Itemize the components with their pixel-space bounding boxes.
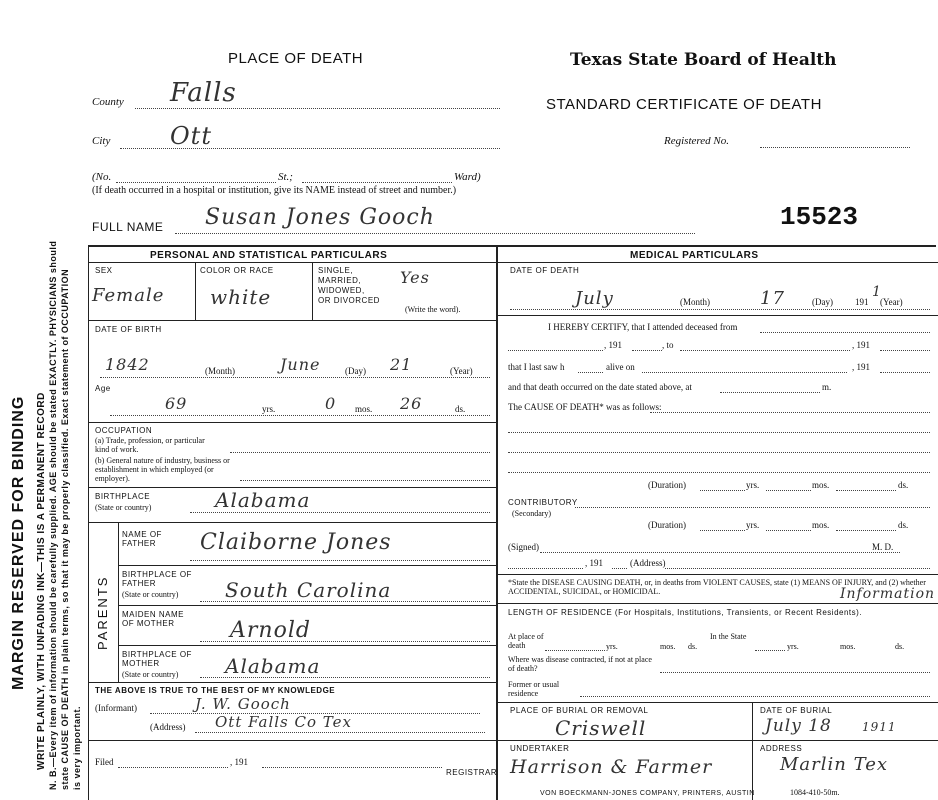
m-label: m. [822, 382, 832, 392]
death-occurred-text: and that death occurred on the date stated above, at [508, 382, 692, 392]
city-label: City [92, 135, 111, 147]
death-year: 1 [872, 284, 882, 300]
undertaker-value: Harrison & Farmer [510, 756, 713, 778]
undertaker-label: UNDERTAKER [510, 744, 570, 753]
marital-label-1: SINGLE, [318, 266, 354, 275]
duration-mos-1: mos. [812, 480, 830, 490]
residence-yrs-1: yrs. [606, 642, 618, 651]
residence-yrs-2: yrs. [787, 642, 799, 651]
attended-from-year: , 191 [604, 340, 622, 350]
burial-date-label: DATE OF BURIAL [760, 706, 833, 715]
full-name-value: Susan Jones Gooch [205, 205, 435, 230]
death-year-label: (Year) [880, 297, 903, 307]
board-name: Texas State Board of Health [570, 50, 837, 70]
alive-on-text: alive on [606, 362, 635, 372]
age-months: 0 [325, 394, 337, 413]
ward-label: Ward) [454, 171, 481, 183]
dob-day: 21 [390, 355, 413, 374]
attended-to-year: , 191 [852, 340, 870, 350]
death-day-label: (Day) [812, 297, 833, 307]
margin-nb-line2: state CAUSE OF DEATH in plain terms, so that it may be properly classified. Exact statement of OCCUPATION [60, 268, 70, 790]
registered-no-label: Registered No. [664, 135, 729, 147]
county-label: County [92, 96, 124, 108]
occupation-b: (b) General nature of industry, business or establishment in which employed (or employer). [95, 456, 230, 483]
age-days-label: ds. [455, 404, 466, 414]
age-days: 26 [400, 394, 423, 413]
printer-credit: VON BOECKMANN-JONES COMPANY, PRINTERS, AUSTIN [540, 790, 755, 797]
age-months-label: mos. [355, 404, 373, 414]
sex-label: SEX [95, 266, 113, 275]
undertaker-address-label: ADDRESS [760, 744, 803, 753]
age-years: 69 [165, 394, 188, 413]
certify-text: I HEREBY CERTIFY, that I attended deceased from [548, 322, 738, 332]
signed-label: (Signed) [508, 542, 539, 552]
cause-footnote: *State the DISEASE CAUSING DEATH, or, in deaths from VIOLENT CAUSES, state (1) MEANS OF INJURY, and (2) whether ACCIDENTAL, SUICIDAL, or HOMICIDAL. [508, 578, 926, 596]
father-birth-label: BIRTHPLACE OF FATHER [122, 570, 192, 588]
md-label: M. D. [872, 542, 894, 552]
color-label: COLOR OR RACE [200, 266, 274, 275]
residence-ds-2: ds. [895, 642, 905, 651]
filed-year: , 191 [230, 757, 248, 767]
burial-year-value: 1911 [862, 720, 897, 734]
to-label: , to [662, 340, 674, 350]
marital-label-4: OR DIVORCED [318, 296, 380, 305]
mother-name-value: Arnold [230, 618, 311, 643]
physician-address-label: (Address) [630, 558, 666, 568]
informant-label: (Informant) [95, 703, 137, 713]
birthplace-sub: (State or country) [95, 503, 152, 512]
at-place-label: At place of death [508, 632, 544, 650]
margin-nb-line3: is very important. [72, 705, 82, 790]
undertaker-address-value: Marlin Tex [780, 754, 889, 775]
residence-mos-2: mos. [840, 642, 856, 651]
margin-nb-line1: N. B.—Every item of information should be carefully supplied. AGE should be stated EXACTLY. PHYSICIANS should [48, 240, 58, 790]
mother-birth-sub: (State or country) [122, 670, 179, 679]
death-month-label: (Month) [680, 297, 710, 307]
age-label: Age [95, 384, 111, 393]
burial-date-value: July 18 [765, 716, 832, 736]
death-day: 17 [760, 288, 785, 309]
in-state-label: In the State [710, 632, 747, 641]
full-name-label: FULL NAME [92, 220, 164, 234]
county-value: Falls [170, 78, 237, 108]
mother-birth-label: BIRTHPLACE OF MOTHER [122, 650, 192, 668]
personal-heading: PERSONAL AND STATISTICAL PARTICULARS [150, 250, 388, 261]
father-name-value: Claiborne Jones [200, 530, 392, 555]
place-of-death-title: PLACE OF DEATH [228, 50, 364, 67]
date-of-death-label: DATE OF DEATH [510, 266, 580, 275]
where-contracted-label: Where was disease contracted, if not at place of death? [508, 655, 652, 673]
filed-label: Filed [95, 757, 114, 767]
father-birth-value: South Carolina [225, 578, 392, 602]
alive-year: , 191 [852, 362, 870, 372]
duration-yrs-1: yrs. [746, 480, 760, 490]
color-value: white [210, 285, 272, 309]
contributory-label: CONTRIBUTORY [508, 498, 578, 507]
informant-value: J. W. Gooch [195, 695, 291, 713]
hospital-note: (If death occurred in a hospital or institution, give its NAME instead of street and number.) [92, 185, 457, 196]
occupation-a: (a) Trade, profession, or particular kind of work. [95, 436, 205, 454]
death-year-prefix: 191 [855, 297, 869, 307]
mother-birth-value: Alabama [225, 654, 321, 678]
true-statement: THE ABOVE IS TRUE TO THE BEST OF MY KNOWLEDGE [95, 686, 336, 695]
sex-value: Female [92, 285, 165, 306]
duration-ds-2: ds. [898, 520, 909, 530]
duration-yrs-2: yrs. [746, 520, 760, 530]
marital-label-3: WIDOWED, [318, 286, 365, 295]
residence-mos-1: mos. [660, 642, 676, 651]
signed-year: , 191 [585, 558, 603, 568]
burial-place-value: Criswell [555, 716, 647, 740]
certificate-number: 15523 [780, 202, 859, 232]
marital-value: Yes [400, 268, 430, 287]
write-word-note: (Write the word). [405, 305, 461, 314]
footnote-handwritten: Information [840, 586, 936, 602]
dob-month: June [280, 355, 321, 374]
duration-mos-2: mos. [812, 520, 830, 530]
registrar-label: REGISTRAR [446, 768, 498, 777]
medical-heading: MEDICAL PARTICULARS [630, 250, 759, 261]
death-month: July [575, 288, 614, 309]
duration-ds-1: ds. [898, 480, 909, 490]
cause-of-death-label: The CAUSE OF DEATH* was as follows: [508, 402, 662, 412]
dob-month-label: (Month) [205, 366, 235, 376]
duration-label-1: (Duration) [648, 480, 686, 490]
father-name-label: NAME OF FATHER [122, 530, 162, 548]
parents-side-label: PARENTS [95, 575, 110, 650]
no-label: (No. [92, 171, 112, 183]
st-label: St.; [278, 171, 293, 183]
form-number: 1084-410-50m. [790, 788, 840, 797]
dob-label: DATE OF BIRTH [95, 325, 162, 334]
dob-year-label: (Year) [450, 366, 473, 376]
dob-day-label: (Day) [345, 366, 366, 376]
dob-year: 1842 [105, 355, 150, 374]
duration-label-2: (Duration) [648, 520, 686, 530]
father-birth-sub: (State or country) [122, 590, 179, 599]
margin-binding-label: MARGIN RESERVED FOR BINDING [10, 395, 27, 690]
birthplace-value: Alabama [215, 488, 311, 512]
age-years-label: yrs. [262, 404, 276, 414]
secondary-label: (Secondary) [512, 509, 552, 518]
birthplace-label: BIRTHPLACE [95, 492, 151, 501]
mother-name-label: MAIDEN NAME OF MOTHER [122, 610, 184, 628]
margin-write-plainly: WRITE PLAINLY, WITH UNFADING INK—THIS IS A PERMANENT RECORD [36, 392, 47, 770]
length-of-residence-label: LENGTH OF RESIDENCE (For Hospitals, Institutions, Transients, or Recent Residents). [508, 608, 863, 617]
certificate-title: STANDARD CERTIFICATE OF DEATH [546, 96, 822, 113]
burial-place-label: PLACE OF BURIAL OR REMOVAL [510, 706, 649, 715]
informant-address-label: (Address) [150, 722, 186, 732]
occupation-label: OCCUPATION [95, 426, 153, 435]
marital-label-2: MARRIED, [318, 276, 362, 285]
last-saw-text: that I last saw h [508, 362, 565, 372]
city-value: Ott [170, 122, 212, 150]
informant-address-value: Ott Falls Co Tex [215, 713, 352, 731]
former-residence-label: Former or usual residence [508, 680, 560, 698]
residence-ds-1: ds. [688, 642, 698, 651]
